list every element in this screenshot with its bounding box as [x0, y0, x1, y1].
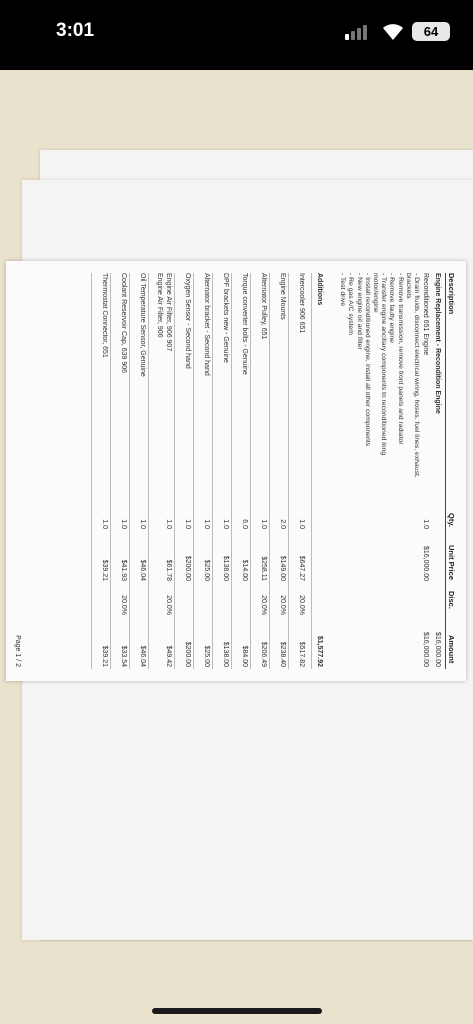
detail-line: - Remove faulty engine	[388, 273, 396, 343]
section-title: Engine Replacement - Recondition Engine	[434, 273, 441, 414]
row-description: Torque converter bolts - Genuine	[241, 273, 248, 375]
row-disc: 20.0%	[298, 595, 305, 615]
row-amount: $206.49	[260, 641, 267, 667]
row-description: Alternator Pulley, 651	[260, 273, 267, 340]
table-row	[212, 273, 232, 669]
table-header	[445, 273, 460, 669]
row-description: Engine Mounts	[279, 273, 286, 320]
header-unit-price: Unit Price	[447, 545, 456, 581]
cellular-signal-icon	[345, 22, 373, 40]
detail-line: - Remove transmission, remove front panels and radiator	[396, 273, 404, 445]
main-item-row	[421, 273, 432, 669]
row-amount: $49.42	[165, 645, 172, 667]
row-amount: $200.00	[184, 641, 191, 667]
status-time: 3:01	[56, 20, 95, 41]
row-disc: 20.0%	[120, 595, 127, 615]
work-details	[338, 273, 420, 478]
row-description: Alternator bracket - Second hand	[203, 273, 210, 376]
row-amount: $138.00	[222, 641, 229, 667]
detail-line: - Transfer engine ancillary components to reconditioned long	[380, 273, 388, 456]
table-row	[193, 273, 213, 669]
table-row	[231, 273, 251, 669]
row-unit-price: $258.11	[260, 556, 267, 581]
row-description: Coolant Reservoir Cap, 639 906	[120, 273, 127, 374]
wifi-icon	[380, 20, 406, 42]
row-qty: 2.0	[279, 519, 286, 529]
row-disc: 20.0%	[260, 595, 267, 615]
row-qty: 1.0	[101, 519, 108, 529]
row-amount: $39.21	[101, 645, 108, 667]
row-description: Intercooler 906 651	[298, 273, 305, 334]
page-number: Page 1 / 2	[14, 635, 21, 667]
row-unit-price: $41.93	[120, 559, 127, 581]
row-qty: 6.0	[241, 519, 248, 529]
detail-line: - New engine oil and filter	[355, 273, 363, 350]
row-description: Oil Temperature Sensor, Genuine	[139, 273, 146, 377]
row-disc: 20.0%	[165, 595, 172, 615]
row-unit-price: $14.00	[241, 559, 248, 581]
row-unit-price: $200.00	[184, 555, 191, 581]
row-description: Oxygen Sensor - Second hand	[184, 273, 191, 369]
detail-line: - Re gas A/C system	[347, 273, 355, 335]
table-row	[148, 273, 175, 669]
row-unit-price: $138.00	[222, 555, 229, 581]
section-amount: $16,000.00	[434, 631, 441, 667]
detail-line: motor/engine	[371, 273, 379, 313]
row-qty: 1.0	[120, 519, 127, 529]
row-amount: $84.00	[241, 645, 248, 667]
status-bar	[0, 0, 473, 70]
row-disc: 20.0%	[279, 595, 286, 615]
row-unit-price: $25.00	[203, 559, 210, 581]
row-amount: $46.04	[139, 645, 146, 667]
table-row	[129, 273, 149, 669]
row-amount: $33.54	[120, 645, 127, 667]
table-row	[250, 273, 270, 669]
invoice-document	[6, 261, 466, 681]
detail-line: - Drain fluids, disconnect electrical wiring, hoses, fuel lines, exhaust,	[413, 273, 420, 478]
row-description-second-line: Engine Air Filter, 906	[156, 273, 163, 338]
detail-line: brackets	[404, 273, 412, 299]
additions-title: Additions	[316, 273, 323, 306]
row-unit-price: $61.78	[165, 559, 172, 581]
table-row	[269, 273, 289, 669]
row-qty: 1.0	[298, 519, 305, 529]
header-disc: Disc.	[447, 591, 456, 609]
main-item-unit-price: $16,000.00	[422, 545, 429, 581]
table-row	[174, 273, 194, 669]
row-unit-price: $647.27	[298, 555, 305, 581]
additions-row	[311, 273, 326, 669]
header-amount: Amount	[447, 635, 456, 664]
row-qty: 1.0	[184, 519, 191, 529]
battery-indicator: 64	[412, 22, 450, 41]
row-description: Engine Air Filter, 906 907	[165, 273, 172, 352]
row-description: DPF brackets new - Genuine	[222, 273, 229, 363]
row-qty: 1.0	[139, 519, 146, 529]
main-item-amount: $16,000.00	[422, 631, 429, 667]
row-description: Thermostat Connector, 651	[101, 273, 108, 358]
row-unit-price: $39.21	[101, 559, 108, 581]
row-qty: 1.0	[222, 519, 229, 529]
row-unit-price: $46.04	[139, 559, 146, 581]
row-unit-price: $149.00	[279, 555, 286, 581]
detail-line: - Test drive	[339, 273, 347, 307]
row-qty: 1.0	[203, 519, 210, 529]
additions-amount: $1,577.92	[316, 635, 323, 667]
table-row	[110, 273, 130, 669]
row-amount: $517.82	[298, 641, 305, 667]
header-description: Description	[447, 273, 456, 315]
home-indicator[interactable]	[152, 1008, 322, 1014]
main-item-description: Reconditioned 651 Engine	[422, 273, 429, 356]
table-row	[288, 273, 308, 669]
table-row	[91, 273, 111, 669]
row-qty: 1.0	[165, 519, 172, 529]
detail-line: - Install reconditioned engine, install all other components	[363, 273, 371, 447]
row-qty: 1.0	[260, 519, 267, 529]
header-qty: Qty.	[447, 513, 456, 528]
section-row	[432, 273, 444, 669]
main-item-qty: 1.0	[422, 519, 429, 529]
row-amount: $238.40	[279, 641, 286, 667]
row-amount: $25.00	[203, 645, 210, 667]
